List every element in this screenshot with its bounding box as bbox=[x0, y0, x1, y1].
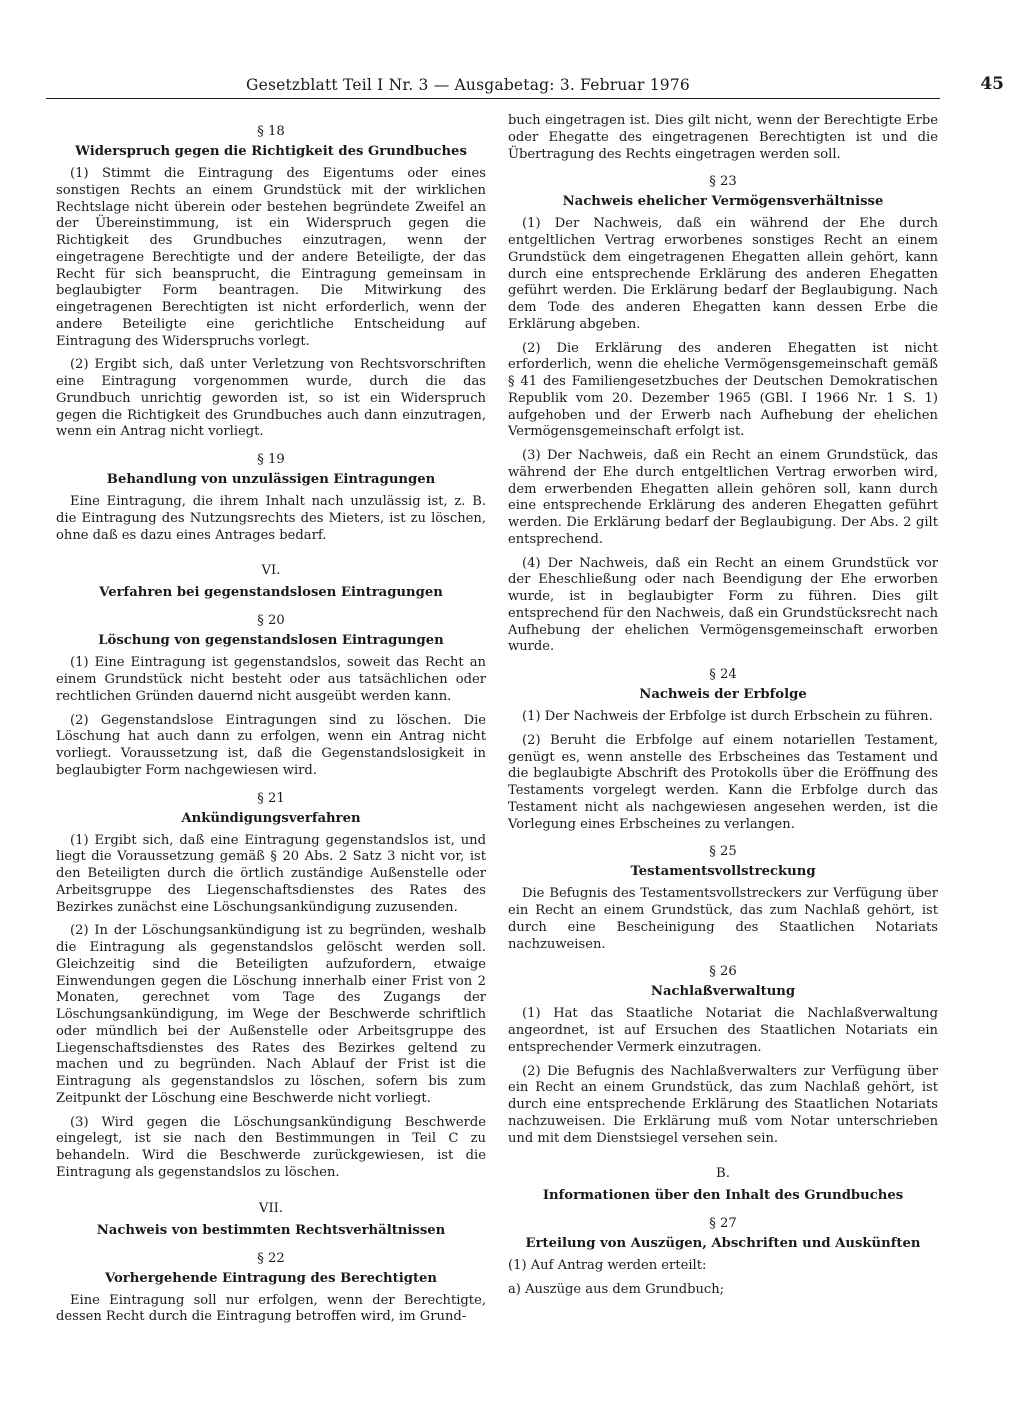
section-number-24: § 24 bbox=[709, 667, 737, 682]
s27-item-a: a) Auszüge aus dem Grundbuch; bbox=[508, 1282, 725, 1297]
s20-paragraph-2: (2) Gegenstandslose Eintragungen sind zu löschen. Die Löschung hat auch dann zu erfolgen, wenn ein Antrag nicht vorliegt. Voraussetzung ist, daß die Gegenstandslosigkeit in beglaubigter Form nachgewiesen wird. bbox=[56, 712, 486, 778]
section-title-19: Behandlung von unzulässigen Eintragungen bbox=[106, 472, 436, 487]
section-title-26: Nachlaßverwaltung bbox=[650, 984, 796, 1000]
section-number-27: § 27 bbox=[709, 1216, 737, 1232]
part-letter-b: B. bbox=[716, 1166, 730, 1182]
section-number-22: § 22 bbox=[257, 1250, 285, 1266]
section-number-23: § 23 bbox=[709, 174, 737, 190]
section-title-27: Erteilung von Auszügen, Abschriften und Auskünften bbox=[525, 1236, 921, 1252]
section-number-18: § 18 bbox=[257, 124, 285, 139]
s18-paragraph-1: (1) Stimmt die Eintragung des Eigentums oder eines sonstigen Rechts an einem Grundstück mit der wirklichen Rechtslage nicht überein oder bestehen begründete Zweifel an der Übereinstimmung, ist ein Widerspruch gegen die Richtigkeit des Grundbuches einzutragen, wenn der eingetragene Berechtigte und der andere Beteiligte, der das Recht für sich beansprucht, die Eintragung gemeinsam in beglaubigter Form beantragen. Die Mitwirkung des eingetragenen Berechtigten ist nicht erforderlich, wenn der andere Beteiligte eine gerichtliche Entscheidung auf Eintragung des Widerspruchs vorlegt. bbox=[56, 166, 486, 349]
section-number-21: § 21 bbox=[257, 790, 285, 806]
page-header bbox=[46, 72, 1004, 99]
page-number: 45 bbox=[980, 74, 1004, 94]
section-title-24: Nachweis der Erbfolge bbox=[639, 687, 807, 702]
part-number-vii: VII. bbox=[258, 1200, 284, 1216]
part-title-vii: Nachweis von bestimmten Rechtsverhältnissen bbox=[96, 1222, 446, 1238]
section-title-22: Vorhergehende Eintragung des Berechtigten bbox=[104, 1270, 438, 1286]
section-number-20: § 20 bbox=[257, 613, 285, 629]
s20-paragraph-1: (1) Eine Eintragung ist gegenstandslos, soweit das Recht an einem Grundstück nicht besteht oder aus tatsächlichen oder rechtlichen Gründen dauernd nicht ausgeübt werden kann. bbox=[56, 655, 486, 704]
header-title: Gesetzblatt Teil I Nr. 3 — Ausgabetag: 3. Februar 1976 bbox=[246, 76, 690, 94]
part-number-vi: VI. bbox=[261, 563, 281, 579]
part-title-vi: Verfahren bei gegenstandslosen Eintragungen bbox=[99, 585, 443, 601]
section-number-25: § 25 bbox=[709, 844, 737, 860]
section-number-26: § 26 bbox=[709, 964, 737, 980]
section-title-23: Nachweis ehelicher Vermögensverhältnisse bbox=[562, 194, 884, 210]
s24-paragraph-2: (2) Beruht die Erbfolge auf einem notariellen Testament, genügt es, wenn anstelle des Erbscheines das Testament und die beglaubigte Abschrift des Protokolls über die Eröffnung des Testaments vorgelegt werden. Kann die Erbfolge durch das Testament nicht als nachgewiesen angesehen werden, ist die Vorlegung eines Erbscheines zu verlangen. bbox=[508, 732, 938, 832]
right-column bbox=[508, 113, 938, 1333]
s26-paragraph-2: (2) Die Befugnis des Nachlaßverwalters zur Verfügung über ein Recht an einem Grundstück, das zum Nachlaß gehört, ist durch eine entsprechende Erklärung des Staatlichen Notariats nachzuweisen. Die Erklärung muß vom Notar unterschrieben und mit dem Dienstsiegel versehen sein. bbox=[508, 1063, 938, 1146]
s24-paragraph-1: (1) Der Nachweis der Erbfolge ist durch Erbschein zu führen. bbox=[522, 709, 933, 724]
section-number-19: § 19 bbox=[257, 452, 285, 467]
s27-paragraph-1: (1) Auf Antrag werden erteilt: bbox=[508, 1258, 707, 1274]
s21-paragraph-2: (2) In der Löschungsankündigung ist zu begründen, weshalb die Eintragung als gegenstandslos gelöscht werden soll. Gleichzeitig sind die Beteiligten aufzufordern, etwaige Einwendungen gegen die Löschung innerhalb einer Frist von 2 Monaten, gerechnet vom Tage des Zugangs der Löschungsankündigung, im Wege der Beschwerde schriftlich oder mündlich bei der Außenstelle oder Arbeitsgruppe des Liegenschaftsdienstes des Rates des Bezirkes geltend zu machen und zu begründen. Nach Ablauf der Frist ist die Eintragung als gegenstandslos zu löschen, sofern bis zum Zeitpunkt der Löschung eine Beschwerde nicht vorliegt. bbox=[56, 923, 486, 1106]
part-title-b: Informationen über den Inhalt des Grundbuches bbox=[542, 1188, 904, 1204]
s18-paragraph-2: (2) Ergibt sich, daß unter Verletzung von Rechtsvorschriften eine Eintragung vorgenommen wurde, durch die das Grundbuch unrichtig geworden ist, so ist ein Widerspruch gegen die Richtigkeit des Grundbuches auch dann einzutragen, wenn ein Antrag nicht vorliegt. bbox=[56, 357, 486, 440]
s26-paragraph-1: (1) Hat das Staatliche Notariat die Nachlaßverwaltung angeordnet, ist auf Ersuchen des Staatlichen Notariats ein entsprechender Vermerk einzutragen. bbox=[508, 1006, 938, 1055]
s25-paragraph-1: Die Befugnis des Testamentsvollstreckers zur Verfügung über ein Recht an einem Grundstück, das zum Nachlaß gehört, ist durch eine Bescheinigung des Staatlichen Notariats nachzuweisen. bbox=[508, 886, 938, 952]
s23-paragraph-2: (2) Die Erklärung des anderen Ehegatten ist nicht erforderlich, wenn die eheliche Vermögensgemeinschaft gemäß § 41 des Familiengesetzbuches der Deutschen Demokratischen Republik vom 20. Dezember 1965 (GBl. I 1966 Nr. 1 S. 1) aufgehoben und der Erwerb nach Aufhebung der ehelichen Vermögensgemeinschaft erfolgt ist. bbox=[508, 340, 938, 440]
s21-paragraph-1: (1) Ergibt sich, daß eine Eintragung gegenstandslos ist, und liegt die Voraussetzung gemäß § 20 Abs. 2 Satz 3 nicht vor, ist den Beteiligten durch die örtlich zuständige Außenstelle oder Arbeitsgruppe des Liegenschaftsdienstes des Rates des Bezirkes zunächst eine Löschungsankündigung zuzusenden. bbox=[56, 832, 486, 915]
s23-paragraph-4: (4) Der Nachweis, daß ein Recht an einem Grundstück vor der Eheschließung oder nach Beendigung der Ehe erworben wurde, ist in beglaubigter Form zu führen. Dies gilt entsprechend für den Nachweis, daß ein Grundstücksrecht nach Aufhebung der ehelichen Vermögensgemeinschaft erworben wurde. bbox=[508, 555, 938, 655]
section-title-20: Löschung von gegenstandslosen Eintragungen bbox=[98, 633, 444, 649]
section-title-21: Ankündigungsverfahren bbox=[181, 810, 361, 826]
left-column bbox=[56, 113, 486, 1333]
s23-paragraph-1: (1) Der Nachweis, daß ein während der Ehe durch entgeltlichen Vertrag erworbenes sonstiges Recht an einem Grundstück dem eingetragenen Ehegatten allein gehört, kann durch eine entsprechende Erklärung des anderen Ehegatten geführt werden. Die Erklärung bedarf der Beglaubigung. Nach dem Tode des anderen Ehegatten kann dessen Erbe die Erklärung abgeben. bbox=[508, 216, 938, 332]
section-title-18: Widerspruch gegen die Richtigkeit des Grundbuches bbox=[75, 144, 467, 159]
s22-continuation: buch eingetragen ist. Dies gilt nicht, wenn der Berechtigte Erbe oder Ehegatte des eingetragenen Berechtigten ist und die Übertragung des Rechts eingetragen werden soll. bbox=[508, 113, 938, 162]
two-column-body bbox=[56, 113, 938, 1333]
s19-paragraph-1: Eine Eintragung, die ihrem Inhalt nach unzulässig ist, z. B. die Eintragung des Nutzungsrechts des Mieters, ist zu löschen, ohne daß es dazu eines Antrages bedarf. bbox=[56, 494, 486, 543]
section-title-25: Testamentsvollstreckung bbox=[630, 864, 816, 880]
s23-paragraph-3: (3) Der Nachweis, daß ein Recht an einem Grundstück, das während der Ehe durch entgeltlichen Vertrag erworben wird, dem erwerbenden Ehegatten allein gehören soll, kann durch eine entsprechende Erklärung des anderen Ehegatten geführt werden. Die Erklärung bedarf der Beglaubigung. Der Abs. 2 gilt entsprechend. bbox=[508, 448, 938, 547]
s22-paragraph-1: Eine Eintragung soll nur erfolgen, wenn der Berechtigte, dessen Recht durch die Eintragung betroffen wird, im Grund- bbox=[56, 1292, 486, 1325]
s21-paragraph-3: (3) Wird gegen die Löschungsankündigung Beschwerde eingelegt, ist sie nach den Bestimmungen in Teil C zu behandeln. Wird die Beschwerde zurückgewiesen, ist die Eintragung als gegenstandslos zu löschen. bbox=[56, 1114, 486, 1180]
